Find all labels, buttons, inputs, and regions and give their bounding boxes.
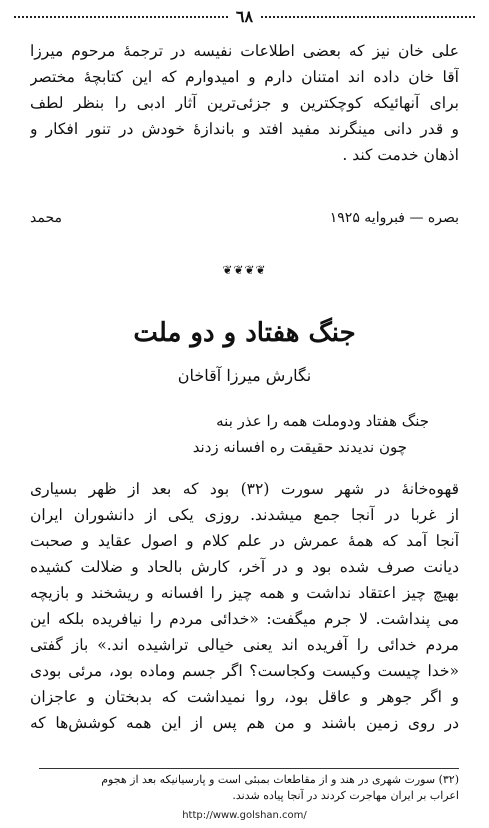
intro-line: اذهان خدمت کند . (342, 146, 459, 164)
intro-line: برای آنهائیکه کوچکترین و جزئی‌ترین آثار ادبی را بنظر لطف (30, 94, 459, 112)
source-url-watermark: http://www.golshan.com/ (182, 810, 307, 821)
body-line: می پنداشت. لا جرم میگفت: «خدائی مردم را نیافریده بلکه این (30, 610, 459, 628)
body-line: دیانت صرف شده بود و در آخر، کارش بالحاد و ضلالت کشیده (30, 558, 459, 576)
page-header (14, 7, 475, 26)
body-line: از غربا در آنجا جمع میشدند. روزی یکی از دانشوران ایران (30, 506, 459, 524)
section-ornament: ❦❦❦❦ (222, 263, 267, 277)
place-and-date: بصره — فبروایه ۱۹۲۵ (329, 210, 459, 226)
epigraph-verse (40, 408, 429, 460)
section-title: جنگ هفتاد و دو ملت (133, 318, 356, 348)
author-signature: محمد (30, 210, 62, 226)
body-line: قهوه‌خانهٔ در شهر سورت (۳۲) بود که بعد از ظهر بسیاری (30, 480, 459, 498)
body-line: بهیچ چیز اعتقاد نداشت و همه چیز را افسانه و ریشخند و بازیچه (30, 584, 459, 602)
page-number: ٦٨ (235, 7, 254, 26)
body-line: در روی زمین باشند و من هم پس از این همه کوشش‌ها که (30, 714, 459, 732)
body-line: «خدا چیست وکیست وکجاست؟ اگر جسم وماده بود، مرئی بودی (30, 662, 459, 680)
intro-line: و قدر دانی مینگرند مفید افتد و باندازهٔ خودش در تنور افکار و (30, 120, 459, 138)
body-line: و اگر جوهر و عاقل بود، روا نمیداشت که بدبختان و عاجزان (30, 688, 459, 706)
intro-line: آقا خان داده اند امتنان دارم و امیدوارم که این کتابچهٔ مختصر (30, 68, 459, 86)
header-dotted-rule-right (261, 16, 475, 18)
intro-line: علی خان نیز که بعضی اطلاعات نفیسه در ترجمهٔ مرحوم میرزا (30, 42, 459, 60)
footnote-line: اعراب بر ایران مهاجرت کردند در آنجا پیاده شدند. (232, 789, 459, 802)
body-line: آنجا آمد که همهٔ عمرش در علم کلام و اصول عقاید و صحبت (30, 532, 459, 550)
verse-line-2: چون ندیدند حقیقت ره افسانه زدند (192, 438, 407, 456)
section-subtitle: نگارش میرزا آقاخان (177, 366, 312, 385)
verse-line-1: جنگ هفتاد ودوملت همه را عذر بنه (216, 412, 429, 430)
body-paragraph (30, 476, 459, 736)
header-dotted-rule-left (14, 16, 228, 18)
body-line: مردم خدائی را آفریده اند یعنی خیالی تراشیده اند.» باز گفتی (30, 636, 459, 654)
footnote-line: (۳۲) سورت شهری در هند و از مقاطعات بمبئی است و پارسیانیکه بعد از هجوم (101, 773, 459, 786)
footnote (30, 772, 459, 804)
footnote-divider (39, 768, 459, 769)
intro-paragraph (30, 38, 459, 168)
dateline (30, 210, 459, 226)
